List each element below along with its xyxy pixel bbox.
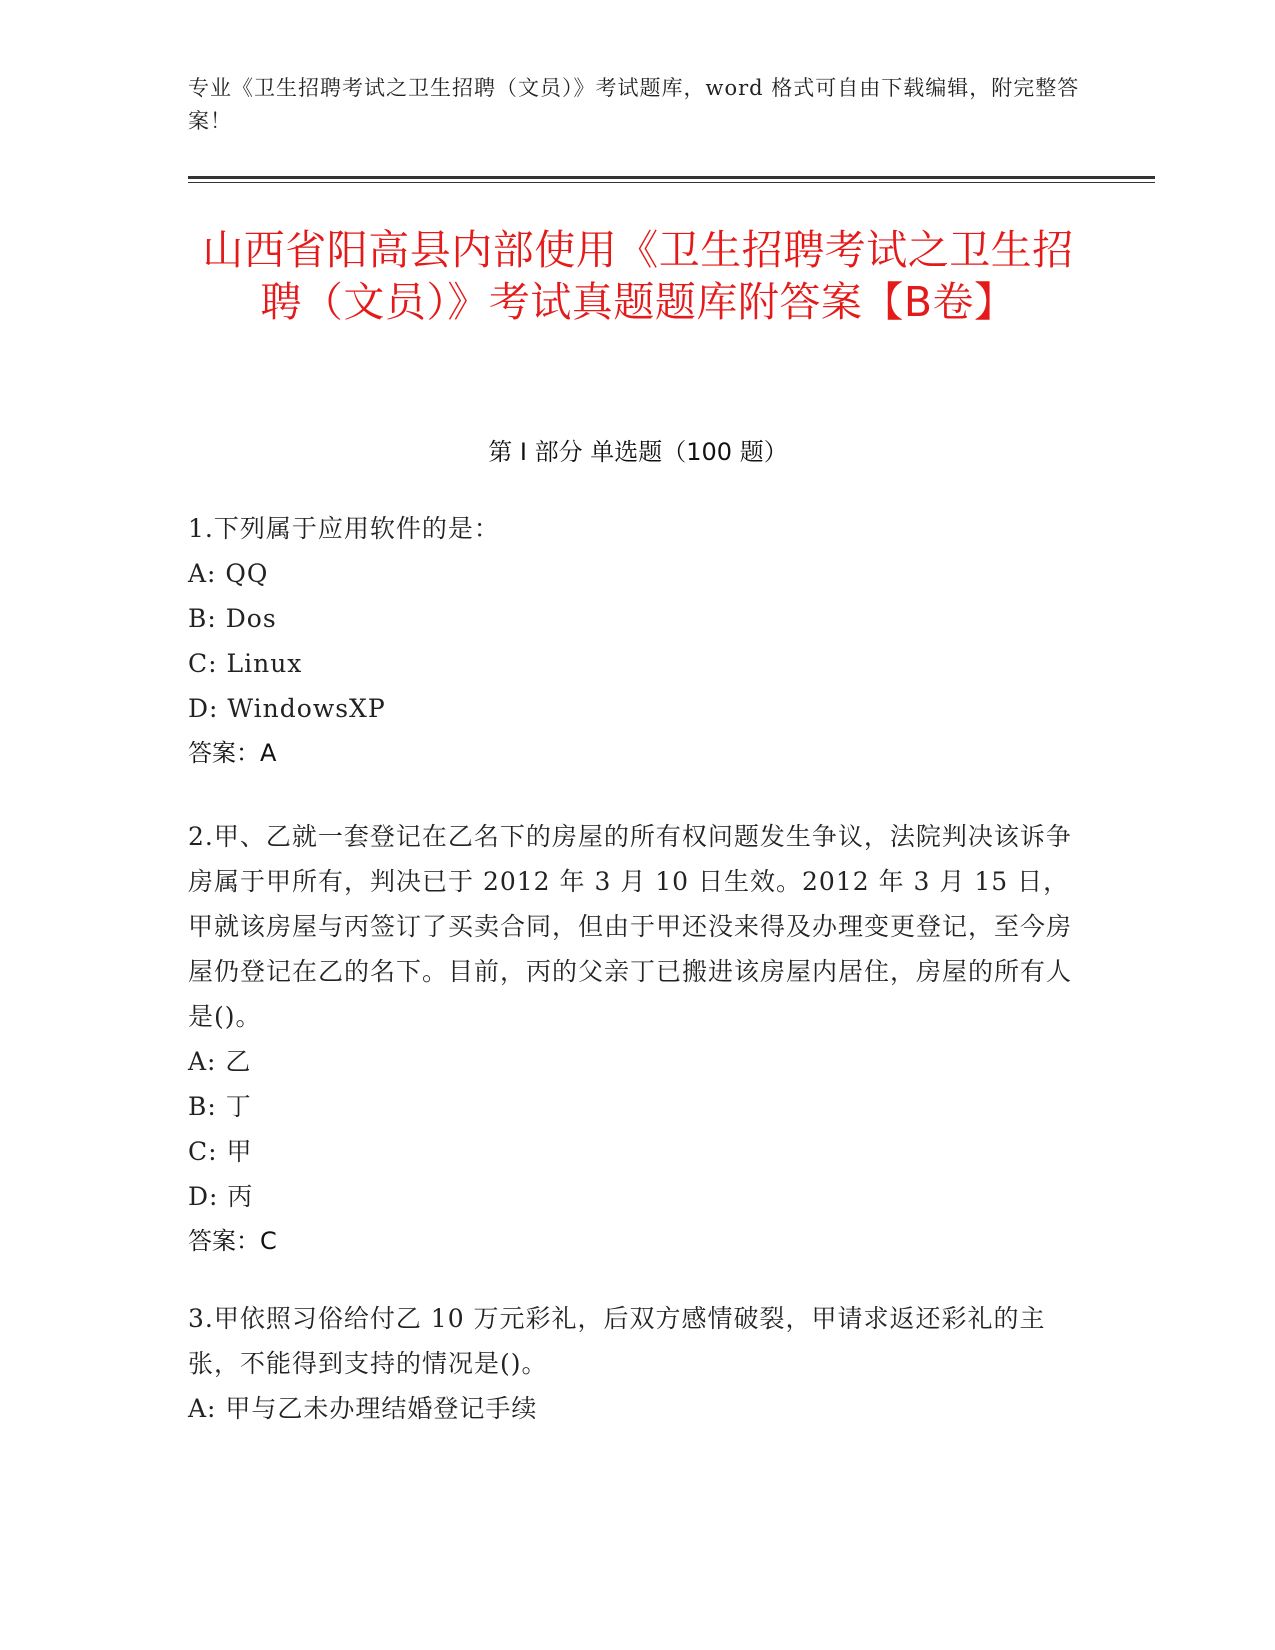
question-stem: 3.甲依照习俗给付乙 10 万元彩礼，后双方感情破裂，甲请求返还彩礼的主张，不能得到支持的情况是()。	[188, 1304, 1046, 1378]
option-c: C: 甲	[188, 1137, 253, 1166]
question-stem: 2.甲、乙就一套登记在乙名下的房屋的所有权问题发生争议，法院判决该诉争房属于甲所有，判决已于 2012 年 3 月 10 日生效。2012 年 3 月 15 日，甲就该房屋与丙签订了买卖合同，但由于甲还没来得及办理变更登记，至今房屋仍登记在乙的名下。目前，丙的父亲丁已搬进该房屋内居住，房屋的所有人是()。	[188, 822, 1073, 1031]
option-a: A: 乙	[188, 1047, 252, 1076]
option-a: A: 甲与乙未办理结婚登记手续	[188, 1394, 538, 1423]
header-note: 专业《卫生招聘考试之卫生招聘（文员）》考试题库，word 格式可自由下载编辑，附完整答案！	[188, 76, 1080, 133]
option-b: B: Dos	[188, 604, 277, 633]
document-title: 山西省阳高县内部使用《卫生招聘考试之卫生招聘（文员）》考试真题题库附答案【B卷】	[202, 226, 1074, 326]
option-b: B: 丁	[188, 1092, 252, 1121]
question-3	[188, 1296, 1088, 1431]
answer-line: 答案：C	[188, 1227, 277, 1255]
question-2	[188, 814, 1088, 1264]
header-divider-thin	[188, 182, 1155, 183]
option-d: D: WindowsXP	[188, 694, 386, 723]
header-divider-thick	[188, 176, 1155, 179]
option-d: D: 丙	[188, 1182, 254, 1211]
question-1	[188, 506, 1088, 776]
option-a: A: QQ	[188, 559, 269, 588]
section-title: 第 I 部分 单选题（100 题）	[488, 438, 788, 466]
option-c: C: Linux	[188, 649, 303, 678]
question-stem: 1.下列属于应用软件的是：	[188, 514, 500, 543]
answer-line: 答案：A	[188, 739, 277, 767]
